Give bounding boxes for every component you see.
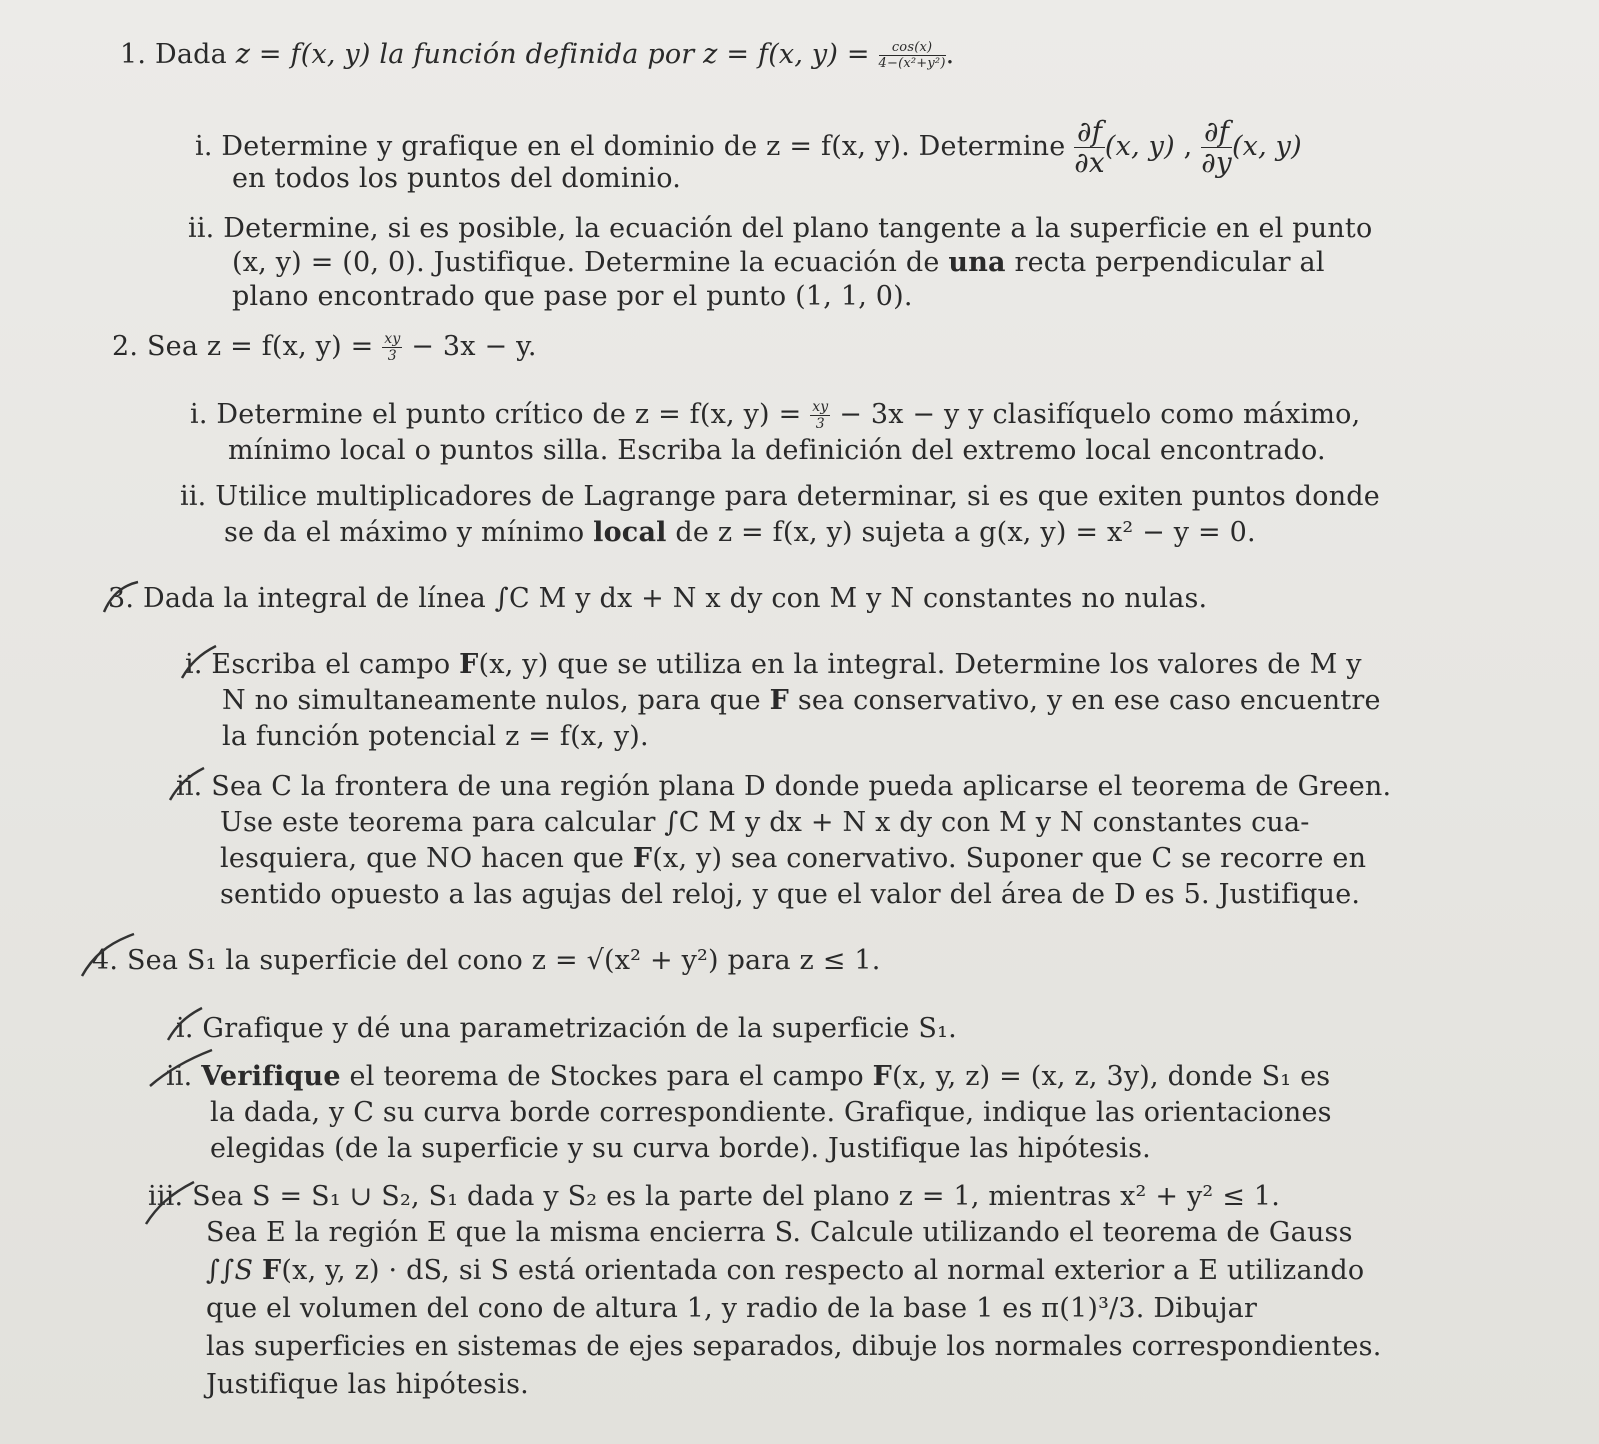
problem-1-sub-ii-line1: ii. Determine, si es posible, la ecuación del plano tangente a la superficie en el punto xyxy=(188,213,1373,244)
partial-fx: $\frac{\partial f}{\partial x}$ xyxy=(1074,115,1105,179)
problem-4-sub-iii-line1: iii. Sea S = S₁ ∪ S₂, S₁ dada y S₂ es la parte del plano z = 1, mientras x² + y² ≤ 1. xyxy=(148,1181,1280,1212)
problem-3-sub-ii-line3: lesquiera, que NO hacen que F(x, y) sea conervativo. Suponer que C se recorre en xyxy=(220,843,1367,874)
problem-4-sub-ii-line1: ii. Verifique el teorema de Stockes para el campo F(x, y, z) = (x, z, 3y), donde S₁ es xyxy=(166,1061,1331,1092)
problem-2-stem: 2. Sea z = f(x, y) = $\frac{xy}{3}$ − 3x − y. xyxy=(112,331,537,364)
sub-text: Determine y grafique en el dominio de z = f(x, y). Determine xyxy=(221,131,1066,162)
problem-2-sub-i-fraction: $\frac{xy}{3}$ xyxy=(812,399,829,432)
problem-3-number: 3. xyxy=(108,583,135,614)
handwritten-check-mark xyxy=(78,930,138,980)
problem-4-stem: 4. Sea S₁ la superficie del cono z = √(x² + y²) para z ≤ 1. xyxy=(92,945,881,976)
problem-4-sub-iii-line6: Justifique las hipótesis. xyxy=(206,1369,529,1400)
problem-1-text: z = f(x, y) la función definida por z = f(x, y) = xyxy=(235,39,870,70)
handwritten-check-mark xyxy=(146,1046,216,1090)
problem-4-sub-ii-line2: la dada, y C su curva borde correspondiente. Grafique, indique las orientaciones xyxy=(210,1097,1332,1128)
sub-label: ii. xyxy=(176,771,203,802)
problem-3-sub-ii-line4: sentido opuesto a las agujas del reloj, y que el valor del área de D es 5. Justifique. xyxy=(220,879,1361,910)
fraction-denominator: 4−(x²+y²) xyxy=(878,56,946,71)
handwritten-check-mark xyxy=(164,764,208,804)
problem-3-sub-i-line3: la función potencial z = f(x, y). xyxy=(222,721,649,752)
problem-4-sub-iii-line3: ∫∫S F(x, y, z) · dS, si S está orientada con respecto al normal exterior a E utilizando xyxy=(206,1255,1365,1286)
problem-3-sub-ii-line1: ii. Sea C la frontera de una región plana D donde pueda aplicarse el teorema de Green. xyxy=(176,771,1392,802)
problem-1-sub-i-line1: i. Determine y grafique en el dominio de z = f(x, y). Determine $\frac{\partial f}{\partial x}$ (x, y) , $\frac{\partial f}{\partial y}$ (x, y) xyxy=(195,115,1302,179)
problem-1-lead: Dada xyxy=(154,39,227,70)
sub-label: i. xyxy=(195,131,213,162)
handwritten-check-mark xyxy=(100,578,144,618)
problem-1-sub-ii-line3: plano encontrado que pase por el punto (1, 1, 0). xyxy=(232,281,913,312)
problem-1-number: 1. xyxy=(120,39,147,70)
problem-2-fraction: $\frac{xy}{3}$ xyxy=(384,331,401,364)
problem-2-sub-i-line1: i. Determine el punto crítico de z = f(x, y) = $\frac{xy}{3}$ − 3x − y y clasifíquelo como máximo, xyxy=(190,399,1361,432)
problem-3-sub-i-line2: N no simultaneamente nulos, para que F sea conservativo, y en ese caso encuentre xyxy=(222,685,1381,716)
problem-4-sub-iii-line2: Sea E la región E que la misma encierra S. Calcule utilizando el teorema de Gauss xyxy=(206,1217,1353,1248)
problem-4-sub-i-line1: i. Grafique y dé una parametrización de la superficie S₁. xyxy=(176,1013,957,1044)
problem-1-period: . xyxy=(945,39,955,70)
partial-fy: $\frac{\partial f}{\partial y}$ xyxy=(1201,115,1232,179)
handwritten-check-mark xyxy=(142,1178,198,1228)
problem-3-sub-ii-line2: Use este teorema para calcular ∫C M y dx + N x dy con M y N constantes cua- xyxy=(220,807,1310,838)
sub-label: ii. xyxy=(166,1061,193,1092)
problem-1-sub-i-line2: en todos los puntos del dominio. xyxy=(232,163,682,194)
sub-label: i. xyxy=(185,649,203,680)
problem-2-sub-ii-line1: ii. Utilice multiplicadores de Lagrange para determinar, si es que exiten puntos donde xyxy=(180,481,1380,512)
sub-label: ii. xyxy=(180,481,207,512)
problem-1-stem xyxy=(120,38,954,72)
problem-2-number: 2. xyxy=(112,331,139,362)
sub-label: iii. xyxy=(148,1181,184,1212)
sub-label: ii. xyxy=(188,213,215,244)
sub-label: i. xyxy=(190,399,208,430)
problem-4-sub-ii-line3: elegidas (de la superficie y su curva borde). Justifique las hipótesis. xyxy=(210,1133,1151,1164)
problem-3-stem: 3. Dada la integral de línea ∫C M y dx + N x dy con M y N constantes no nulas. xyxy=(108,583,1208,614)
problem-4-sub-iii-line4: que el volumen del cono de altura 1, y radio de la base 1 es π(1)³/3. Dibujar xyxy=(206,1293,1258,1324)
problem-4-sub-iii-line5: las superficies en sistemas de ejes separados, dibuje los normales correspondientes. xyxy=(206,1331,1382,1362)
problem-2-sub-ii-line2: se da el máximo y mínimo local de z = f(x, y) sujeta a g(x, y) = x² − y = 0. xyxy=(224,517,1256,548)
problem-4-number: 4. xyxy=(92,945,119,976)
fraction-numerator: cos(x) xyxy=(879,41,946,56)
problem-3-sub-i-line1: i. Escriba el campo F(x, y) que se utiliza en la integral. Determine los valores de M y xyxy=(185,649,1362,680)
handwritten-check-mark xyxy=(162,1004,206,1044)
sub-label: i. xyxy=(176,1013,194,1044)
handwritten-check-mark xyxy=(176,642,220,682)
problem-1-sub-ii-line2: (x, y) = (0, 0). Justifique. Determine la ecuación de una recta perpendicular al xyxy=(232,247,1325,278)
problem-1-fraction xyxy=(879,41,946,70)
problem-2-sub-i-line2: mínimo local o puntos silla. Escriba la definición del extremo local encontrado. xyxy=(228,435,1326,466)
